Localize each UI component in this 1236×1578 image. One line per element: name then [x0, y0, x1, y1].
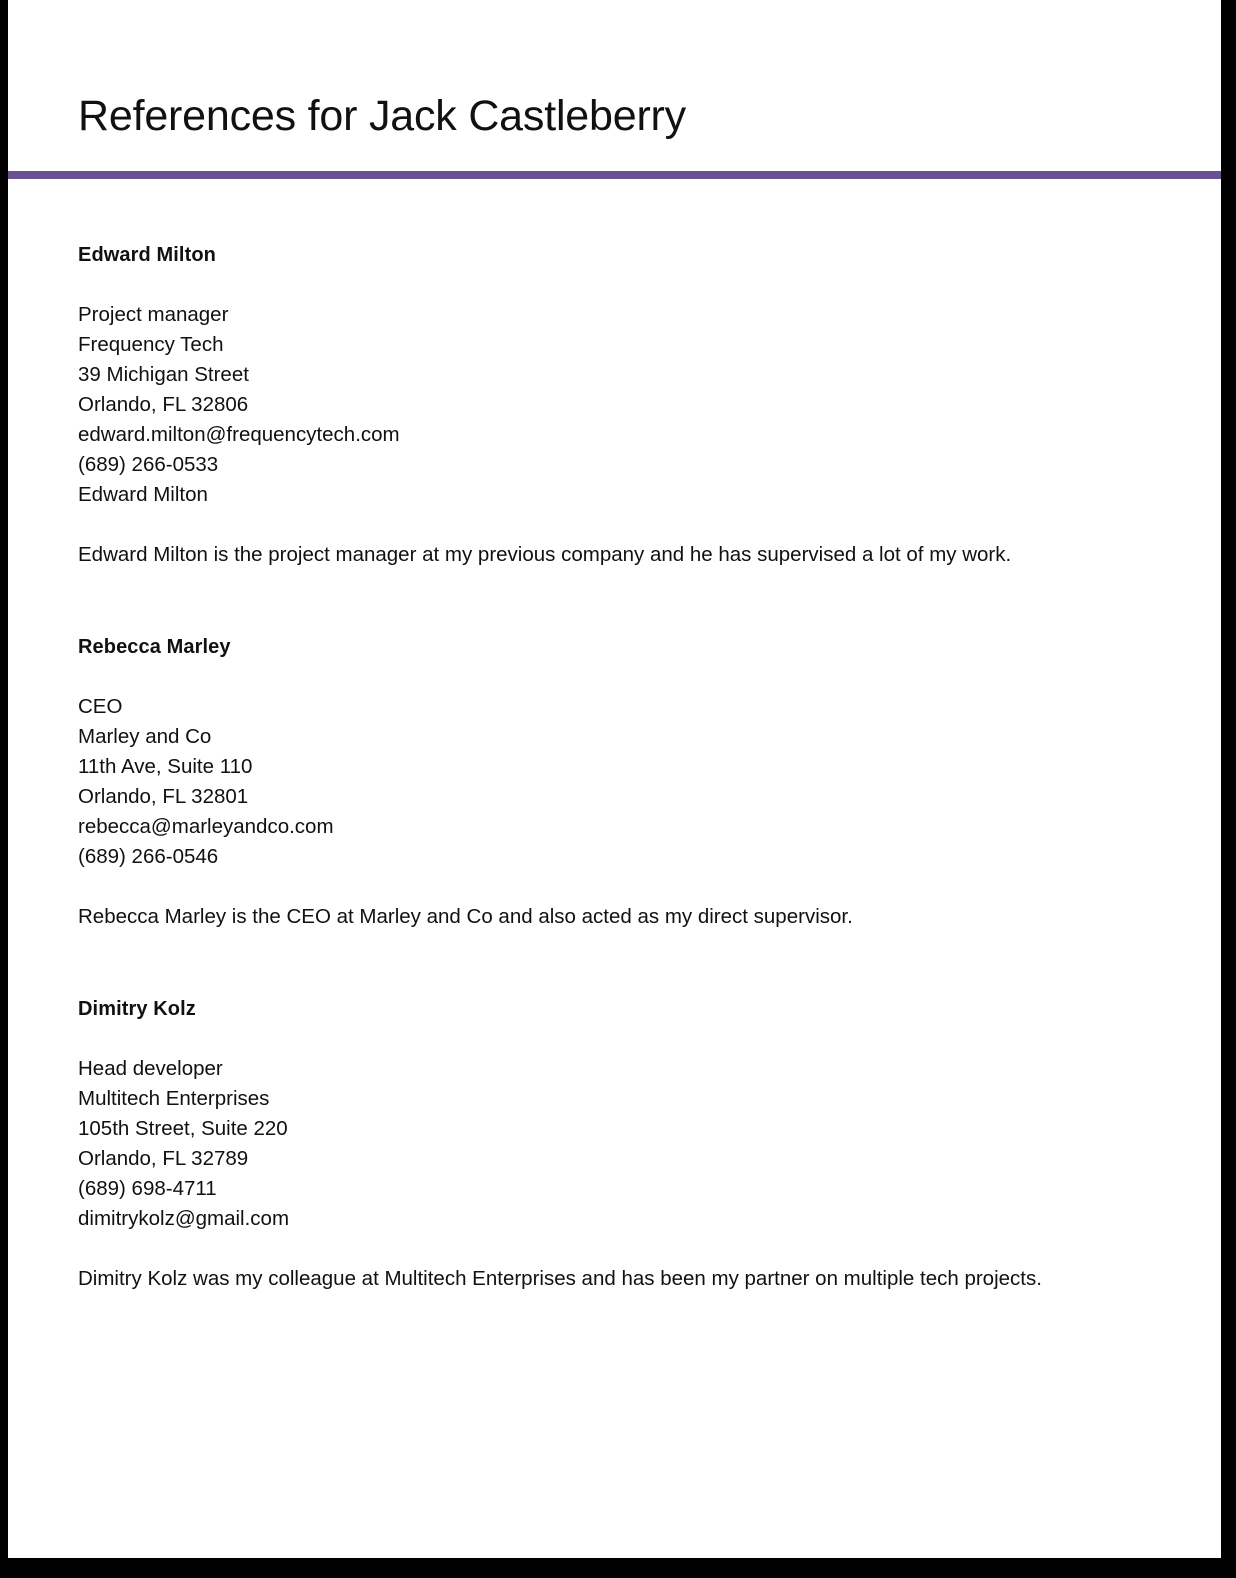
reference-name: Edward Milton	[78, 244, 216, 266]
reference-detail-phone: (689) 698-4711	[78, 1177, 217, 1200]
reference-detail-line: Orlando, FL 32806	[78, 393, 249, 416]
reference-name: Rebecca Marley	[78, 636, 231, 658]
reference-summary: Rebecca Marley is the CEO at Marley and Co and also acted as my direct supervisor.	[78, 905, 853, 928]
reference-detail-phone: (689) 266-0533	[78, 453, 219, 476]
reference-entry	[78, 632, 1188, 932]
reference-detail-email: edward.milton@frequencytech.com	[78, 423, 400, 446]
reference-detail-line: 11th Ave, Suite 110	[78, 755, 253, 778]
reference-detail-email: rebecca@marleyandco.com	[78, 815, 334, 838]
page-border-left	[0, 0, 8, 1578]
reference-detail-line: CEO	[78, 695, 123, 718]
page-sheet	[8, 0, 1221, 1558]
reference-details	[78, 1054, 1188, 1234]
reference-detail-line: Orlando, FL 32801	[78, 785, 249, 808]
reference-detail-line: Orlando, FL 32789	[78, 1147, 249, 1170]
reference-details	[78, 300, 1188, 510]
reference-detail-line: 105th Street, Suite 220	[78, 1117, 288, 1140]
page-border-right	[1221, 0, 1236, 1578]
reference-entry	[78, 240, 1188, 570]
reference-summary: Edward Milton is the project manager at my previous company and he has supervised a lot of my work.	[78, 543, 1012, 566]
reference-detail-line: 39 Michigan Street	[78, 363, 249, 386]
reference-detail-line: Multitech Enterprises	[78, 1087, 270, 1110]
reference-summary: Dimitry Kolz was my colleague at Multitech Enterprises and has been my partner on multiple tech projects.	[78, 1267, 1042, 1290]
reference-detail-line: Edward Milton	[78, 483, 208, 506]
reference-detail-line: Frequency Tech	[78, 333, 224, 356]
title-divider	[8, 171, 1221, 179]
page-border-bottom	[0, 1558, 1236, 1578]
page-title: References for Jack Castleberry	[78, 92, 686, 140]
reference-detail-phone: (689) 266-0546	[78, 845, 219, 868]
reference-detail-email: dimitrykolz@gmail.com	[78, 1207, 290, 1230]
reference-detail-line: Head developer	[78, 1057, 223, 1080]
references-list	[78, 240, 1188, 1294]
reference-detail-line: Project manager	[78, 303, 229, 326]
reference-name: Dimitry Kolz	[78, 998, 196, 1020]
reference-details	[78, 692, 1188, 872]
reference-entry	[78, 994, 1188, 1294]
reference-detail-line: Marley and Co	[78, 725, 212, 748]
